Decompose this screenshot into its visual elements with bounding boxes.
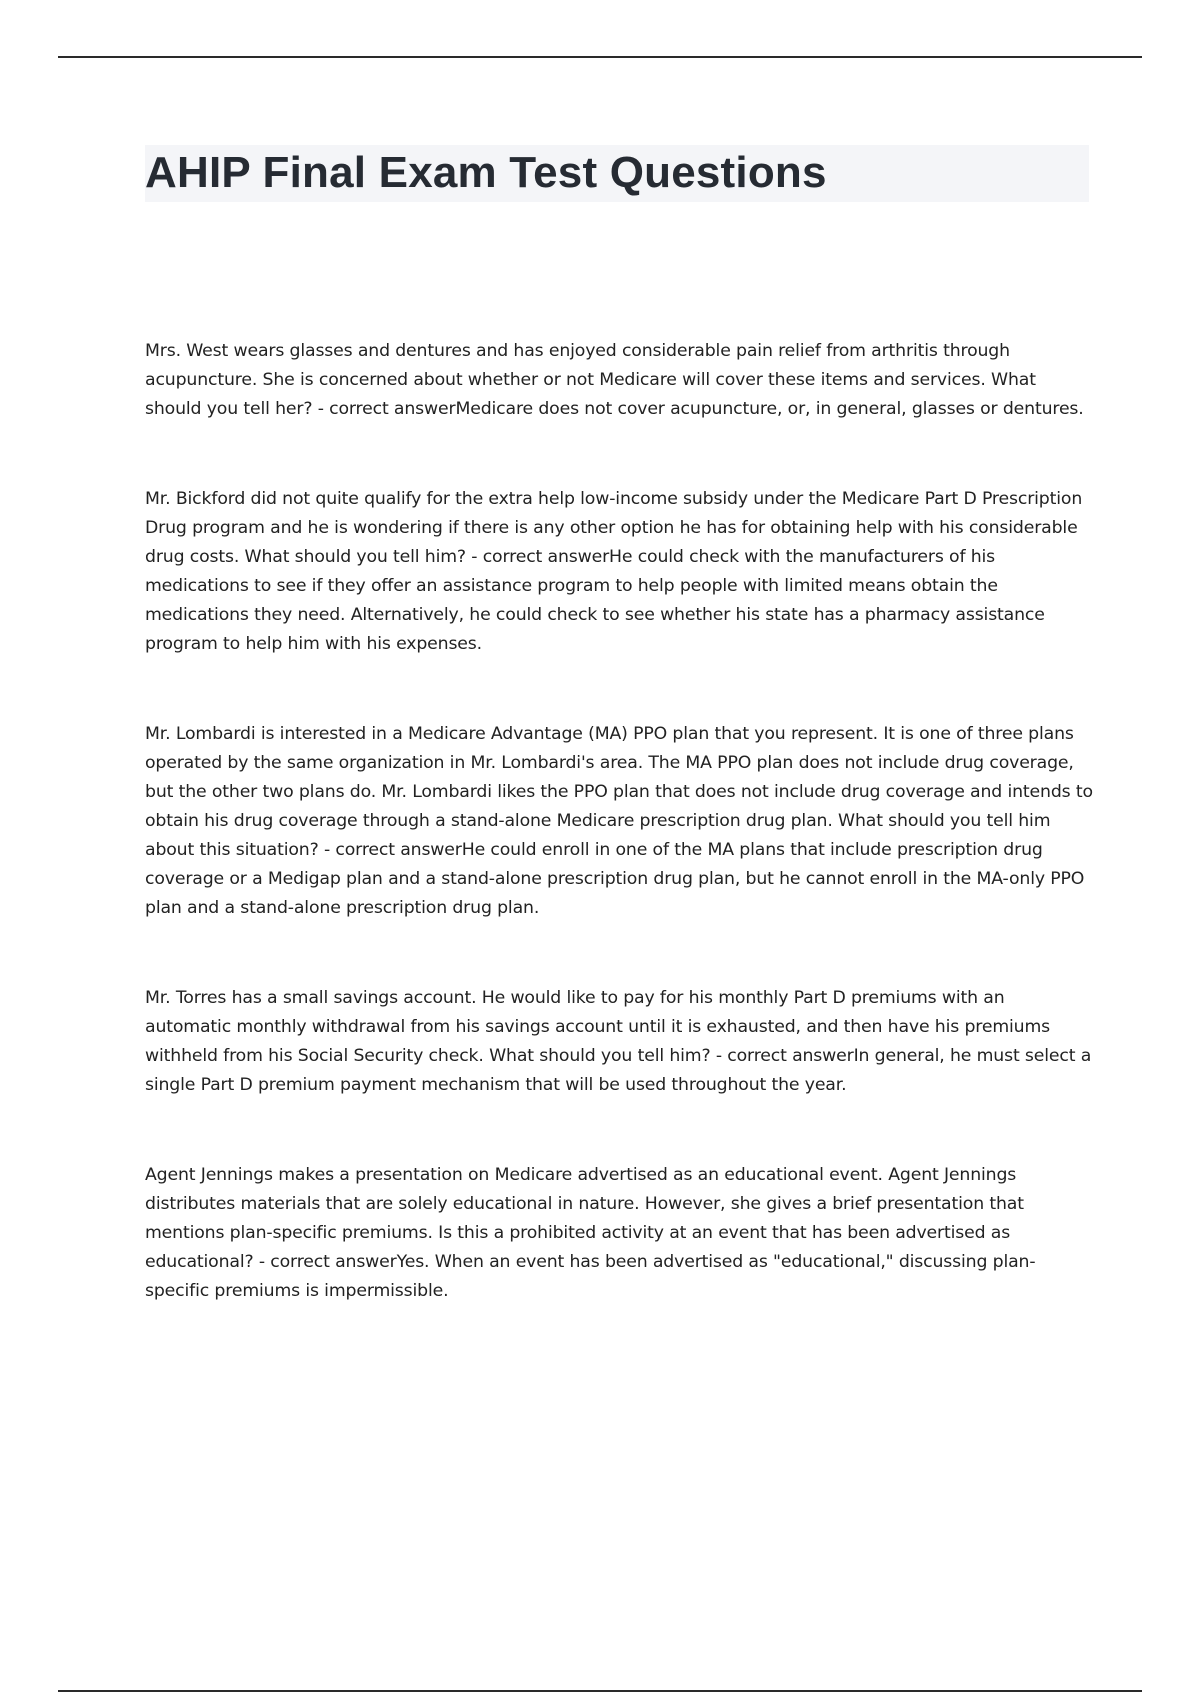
bottom-divider — [58, 1690, 1142, 1692]
question-item: Mr. Bickford did not quite qualify for the extra help low-income subsidy under the Medicare Part D Prescription Drug program and he is wondering if there is any other option he has for obtaining help with his considerable drug costs. What should you tell him? - correct answerHe could check with the manufacturers of his medications to see if they offer an assistance program to help people with limited means obtain the medications they need. Alternatively, he could check to see whether his state has a pharmacy assistance program to help him with his expenses. — [145, 489, 1083, 654]
page-title: AHIP Final Exam Test Questions — [145, 148, 827, 197]
question-item: Mr. Lombardi is interested in a Medicare Advantage (MA) PPO plan that you represent. It is one of three plans operated by the same organization in Mr. Lombardi's area. The MA PPO plan does not include drug coverage, but the other two plans do. Mr. Lombardi likes the PPO plan that does not include drug coverage and intends to obtain his drug coverage through a stand-alone Medicare prescription drug plan. What should you tell him about this situation? - correct answerHe could enroll in one of the MA plans that include prescription drug coverage or a Medigap plan and a stand-alone prescription drug plan, but he cannot enroll in the MA-only PPO plan and a stand-alone prescription drug plan. — [145, 724, 1093, 918]
top-divider — [58, 56, 1142, 58]
question-list — [145, 337, 1095, 1367]
question-item: Mr. Torres has a small savings account. He would like to pay for his monthly Part D premiums with an automatic monthly withdrawal from his savings account until it is exhausted, and then have his premiums withheld from his Social Security check. What should you tell him? - correct answerIn general, he must select a single Part D premium payment mechanism that will be used throughout the year. — [145, 988, 1092, 1095]
question-item: Mrs. West wears glasses and dentures and has enjoyed considerable pain relief from arthritis through acupuncture. She is concerned about whether or not Medicare will cover these items and services. What should you tell her? - correct answerMedicare does not cover acupuncture, or, in general, glasses or dentures. — [145, 341, 1084, 419]
question-item: Agent Jennings makes a presentation on Medicare advertised as an educational event. Agent Jennings distributes materials that are solely educational in nature. However, she gives a brief presentation that mentions plan-specific premiums. Is this a prohibited activity at an event that has been advertised as educational? - correct answerYes. When an event has been advertised as "educational," discussing plan-specific premiums is impermissible. — [145, 1165, 1036, 1301]
